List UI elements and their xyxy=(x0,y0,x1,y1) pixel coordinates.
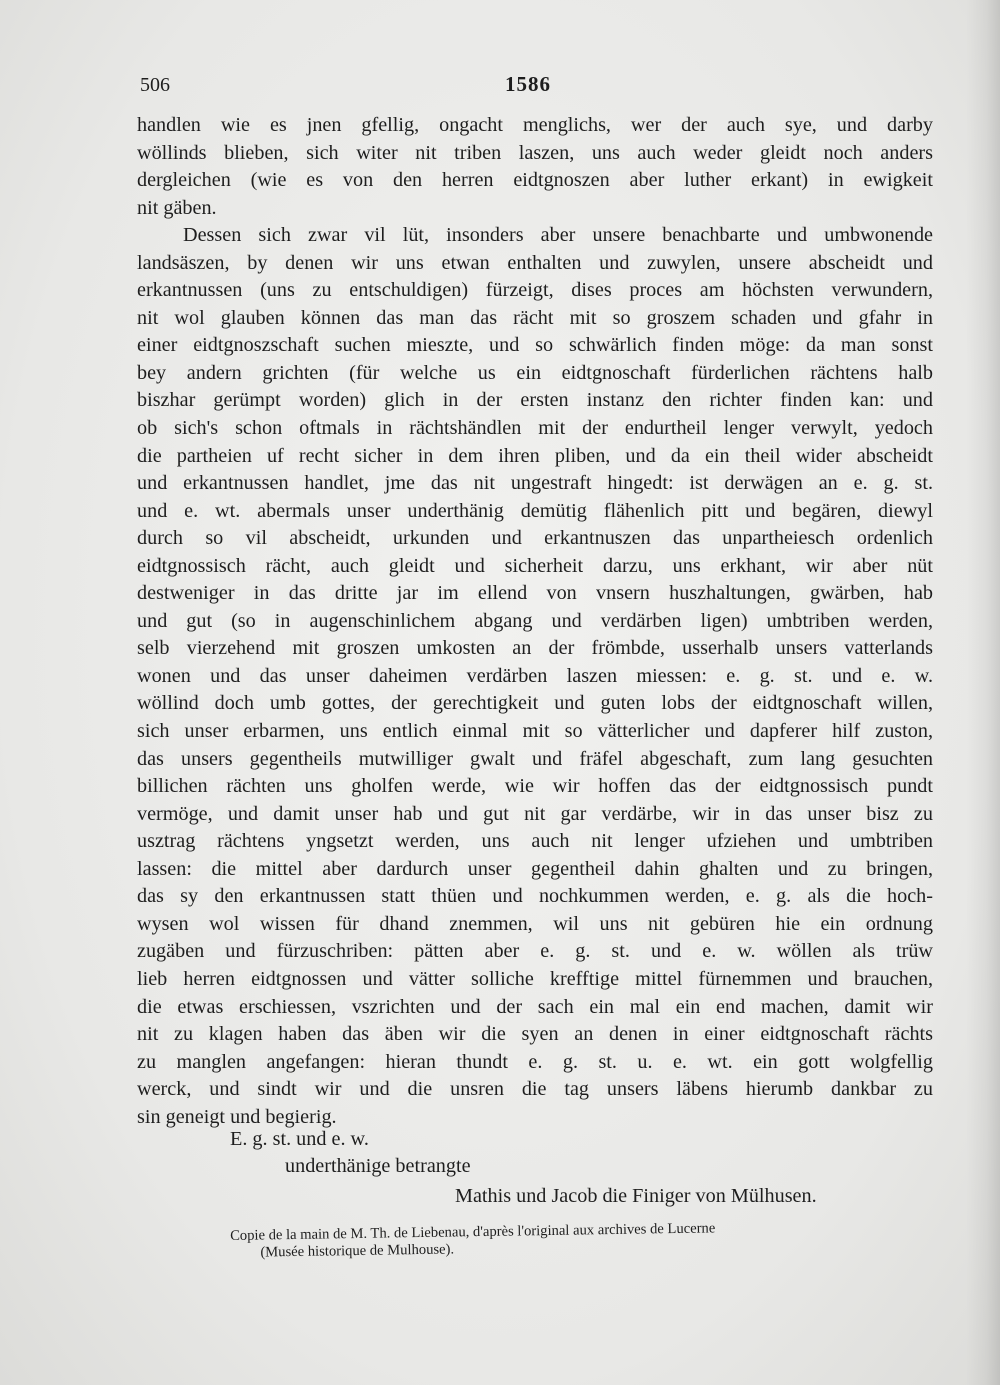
text-line: nit gäben. xyxy=(137,196,217,219)
closing-salutation: E. g. st. und e. w. xyxy=(230,1128,369,1150)
text-line: handlen wie es jnen gfellig, ongacht menglichs, wer der auch sye, und darby xyxy=(137,114,933,136)
signature: Mathis und Jacob die Finiger von Mülhusen. xyxy=(455,1185,817,1207)
text-line: die etwas erschiessen, vszrichten und der sach ein mal ein end machen, damit wir xyxy=(137,995,933,1018)
text-line: ob sich's schon oftmals in rächtshändlen mit der endurtheil lenger verwylt, yedoch xyxy=(137,417,933,440)
text-line: lassen: die mittel aber dardurch unser gegentheil dahin ghalten und zu bringen, xyxy=(137,857,933,880)
closing-humble: underthänige betrangte xyxy=(285,1155,471,1177)
source-note-line-1: Copie de la main de M. Th. de Liebenau, d'après l'original aux archives de Lucerne xyxy=(230,1220,716,1244)
text-line: die partheien uf recht sicher in dem ihren pliben, und da ein theil wider abscheidt xyxy=(137,444,933,467)
text-line: eidtgnossisch rächt, auch gleidt und sicherheit darzu, uns erkhant, wir aber nüt xyxy=(137,554,933,577)
text-line: Dessen sich zwar vil lüt, insonders aber unsere benachbarte und umbwonende xyxy=(183,224,933,247)
text-line: einer eidtgnoszschaft suchen mieszte, und so schwärlich finden möge: da man sonst xyxy=(137,334,933,357)
text-line: landsäszen, by denen wir uns etwan enthalten und zuwylen, unsere abscheidt und xyxy=(137,251,933,274)
text-line: wöllind doch umb gottes, der gerechtigkeit und guten lobs der eidtgnoschaft willen, xyxy=(137,692,933,715)
text-line: bey andern grichten (für welche us ein eidtgnoschaft fürderlichen rächtens halb xyxy=(137,361,933,384)
letter-body xyxy=(137,112,933,1131)
text-line: zu manglen angefangen: hieran thundt e. g. st. u. e. wt. ein gott wolgfellig xyxy=(137,1050,933,1073)
text-line: biszhar gerümpt worden) glich in der ersten instanz den richter finden kan: und xyxy=(137,389,933,412)
text-line: und e. wt. abermals unser underthänig demütig flähenlich pitt und begären, diewyl xyxy=(137,499,933,522)
running-head-year: 1586 xyxy=(505,72,551,96)
text-line: zugäben und fürzuschriben: pätten aber e. g. st. und e. w. wöllen als trüw xyxy=(137,940,933,963)
text-line: lieb herren eidtgnossen und vätter solliche krefftige mittel fürnemmen und brauchen, xyxy=(137,967,933,990)
text-line: und erkantnussen handlet, jme das nit ungestraft hingedt: ist derwägen an e. g. st. xyxy=(137,472,933,495)
source-note-line-2: (Musée historique de Mulhouse). xyxy=(260,1241,455,1261)
text-line: usztrag rächtens yngsetzt werden, uns auch nit lenger ufziehen und umbtriben xyxy=(137,830,933,853)
text-line: wonen und das unser daheimen verdärben laszen miessen: e. g. st. und e. w. xyxy=(137,664,933,687)
text-line: wöllinds blieben, sich witer nit triben laszen, uns auch weder gleidt noch anders xyxy=(137,141,933,164)
text-line: das unsers gegentheils mutwilliger gwalt und fräfel abgeschaft, zum lang gesuchten xyxy=(137,747,933,770)
text-line: und gut (so in augenschinlichem abgang und verdärben ligen) umbtriben werden, xyxy=(137,609,933,632)
text-line: durch so vil abscheidt, urkunden und erkantnuszen das unpartheiesch ordenlich xyxy=(137,527,933,550)
text-line: sin geneigt und begierig. xyxy=(137,1105,337,1128)
text-line: dergleichen (wie es von den herren eidtgnoszen aber luther erkant) in ewigkeit xyxy=(137,169,933,192)
page-edge-shadow xyxy=(966,0,1000,1385)
text-line: nit zu klagen haben das äben wir die syen an denen in einer eidtgnoschaft rächts xyxy=(137,1023,933,1046)
text-line: destweniger in das dritte jar im ellend von vnsern huszhaltungen, gwärben, hab xyxy=(137,582,933,605)
page-number: 506 xyxy=(140,74,170,96)
text-line: erkantnussen (uns zu entschuldigen) fürzeigt, dises proces am höchsten verwundern, xyxy=(137,279,933,302)
text-line: vermöge, und damit unser hab und gut nit gar verdärbe, wir in das unser bisz zu xyxy=(137,802,933,825)
text-line: werck, und sindt wir und die unsren die tag unsers läbens hierumb dankbar zu xyxy=(137,1078,933,1101)
text-line: billichen rächten uns gholfen werde, wie wir hoffen das der eidtgnossisch pundt xyxy=(137,775,933,798)
text-line: selb vierzehend mit groszen umkosten an der frömbde, usserhalb unsers vatterlands xyxy=(137,637,933,660)
text-line: sich unser erbarmen, uns entlich einmal mit so vätterlicher und dapferer hilf zuston, xyxy=(137,720,933,743)
text-line: nit wol glauben können das man das rächt mit so groszem schaden und gfahr in xyxy=(137,306,933,329)
text-line: wysen wol wissen für dhand znemmen, wil uns nit gebüren hie ein ordnung xyxy=(137,912,933,935)
source-note xyxy=(230,1220,716,1262)
text-line: das sy den erkantnussen statt thüen und nochkummen werden, e. g. als die hoch- xyxy=(137,885,933,908)
